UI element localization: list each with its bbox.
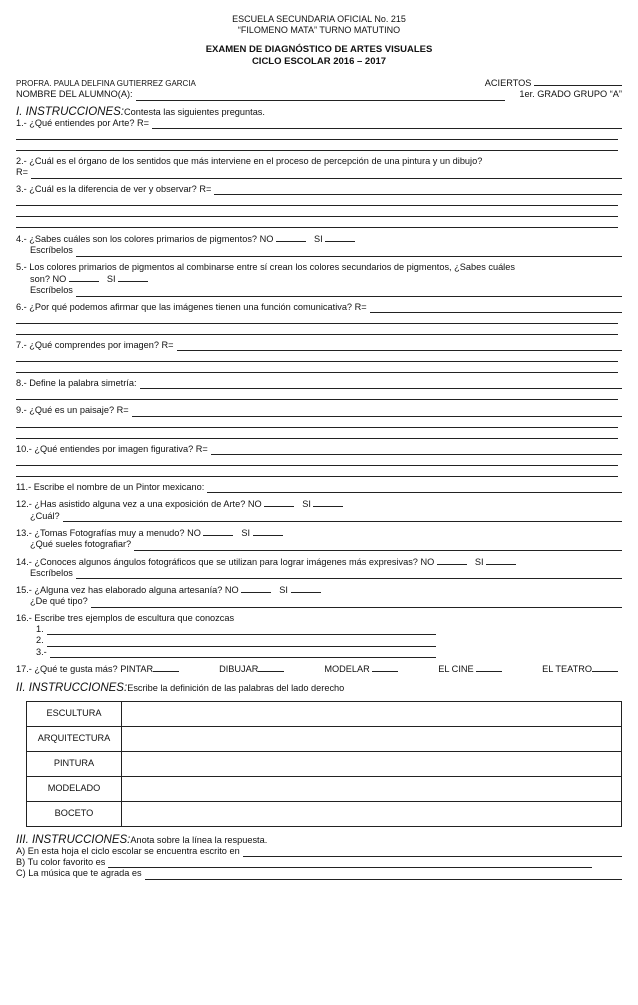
question-5: 5.- Los colores primarios de pigmentos al combinarse entre sí crean los colores secundarios de pigmentos, ¿Sabes cuáles xyxy=(16,261,515,272)
question-17-text: 17.- ¿Qué te gusta más? xyxy=(16,663,118,674)
table-row xyxy=(27,776,622,801)
option-modelar-blank[interactable] xyxy=(372,663,398,672)
question-6-text: 6.- ¿Por qué podemos afirmar que las imágenes tienen una función comunicativa? R= xyxy=(16,301,367,312)
option-pintar: PINTAR xyxy=(120,663,154,674)
grade-group: 1er. GRADO GRUPO “A” xyxy=(519,89,622,100)
section-3-item-c[interactable] xyxy=(16,868,622,879)
answer-line[interactable] xyxy=(16,417,618,428)
question-13-what[interactable] xyxy=(16,539,622,550)
question-10-text: 10.- ¿Qué entiendes por imagen figurativa? R= xyxy=(16,443,208,454)
item-b-text: B) Tu color favorito es xyxy=(16,857,106,868)
section-3-item-b[interactable] xyxy=(16,857,622,868)
question-5-choice[interactable] xyxy=(16,273,622,285)
question-9-text: 9.- ¿Qué es un paisaje? R= xyxy=(16,405,129,416)
option-cine-blank[interactable] xyxy=(476,663,502,672)
answer-line[interactable] xyxy=(16,140,618,151)
section-2-label: II. INSTRUCCIONES: xyxy=(16,682,128,695)
question-5-write[interactable] xyxy=(16,285,622,296)
term-cell: ESCULTURA xyxy=(27,701,122,726)
item-number: 2. xyxy=(36,635,44,646)
answer-line[interactable] xyxy=(16,428,618,439)
question-12-which[interactable] xyxy=(16,511,622,522)
option-pintar-blank[interactable] xyxy=(153,663,179,672)
item-c-text: C) La música que te agrada es xyxy=(16,868,142,879)
answer-line[interactable] xyxy=(16,129,618,140)
definition-cell[interactable] xyxy=(122,776,622,801)
definition-cell[interactable] xyxy=(122,801,622,826)
question-7-text: 7.- ¿Qué comprendes por imagen? R= xyxy=(16,339,174,350)
yes-label: SI xyxy=(241,527,251,538)
which-label: ¿Cuál? xyxy=(30,510,60,521)
section-3-text: Anota sobre la línea la respuesta. xyxy=(130,834,268,845)
school-subtitle: “FILOMENO MATA” TURNO MATUTINO xyxy=(237,25,401,35)
question-4-text: 4.- ¿Sabes cuáles son los colores primarios de pigmentos? NO xyxy=(16,234,274,245)
definition-cell[interactable] xyxy=(122,751,622,776)
question-4-write[interactable] xyxy=(16,245,622,256)
option-teatro-blank[interactable] xyxy=(592,663,618,672)
definition-cell[interactable] xyxy=(122,726,622,751)
answer-line[interactable] xyxy=(16,362,618,373)
question-7[interactable] xyxy=(16,340,622,351)
yes-label: SI xyxy=(106,273,116,284)
yes-label: SI xyxy=(279,585,288,596)
option-cine: EL CINE xyxy=(438,663,474,674)
student-label: NOMBRE DEL ALUMNO(A): xyxy=(16,89,133,100)
score-field[interactable] xyxy=(485,77,622,89)
answer-line[interactable] xyxy=(16,389,618,400)
question-14-write[interactable] xyxy=(16,568,622,579)
question-4[interactable] xyxy=(16,233,622,245)
student-row xyxy=(16,89,622,100)
write-label: Escríbelos xyxy=(30,245,73,256)
answer-line[interactable] xyxy=(16,466,618,477)
term-cell: BOCETO xyxy=(27,801,122,826)
question-13-text: 13.- ¿Tomas Fotografías muy a menudo? NO xyxy=(16,527,201,538)
answer-line[interactable] xyxy=(16,351,618,362)
type-label: ¿De qué tipo? xyxy=(30,596,88,607)
question-2: 2.- ¿Cuál es el órgano de los sentidos que más interviene en el proceso de percepción de una pintura y un dibujo? xyxy=(16,156,483,167)
teacher-name: PROFRA. PAULA DELFINA GUTIERREZ GARCIA xyxy=(16,79,196,88)
school-name: ESCUELA SECUNDARIA OFICIAL No. 215 xyxy=(232,14,406,24)
question-3-text: 3.- ¿Cuál es la diferencia de ver y observar? R= xyxy=(16,183,212,194)
question-15-type[interactable] xyxy=(16,596,622,607)
question-17 xyxy=(16,663,622,675)
section-3-label: III. INSTRUCCIONES: xyxy=(16,833,131,846)
sculpture-example-2[interactable] xyxy=(16,635,436,646)
definition-cell[interactable] xyxy=(122,701,622,726)
write-label: Escríbelos xyxy=(30,567,73,578)
what-label: ¿Qué sueles fotografiar? xyxy=(30,539,132,550)
definitions-table xyxy=(26,701,622,827)
answer-prefix: R= xyxy=(16,167,29,178)
answer-line[interactable] xyxy=(16,217,618,228)
student-name-field[interactable] xyxy=(16,89,519,100)
answer-line[interactable] xyxy=(16,324,618,335)
question-15[interactable] xyxy=(16,584,622,596)
question-11-text: 11.- Escribe el nombre de un Pintor mexicano: xyxy=(16,482,205,493)
question-14-text: 14.- ¿Conoces algunos ángulos fotográficos que se utilizan para lograr imágenes más expresivas? NO xyxy=(16,556,435,567)
yes-label: SI xyxy=(474,556,484,567)
term-cell: ARQUITECTURA xyxy=(27,726,122,751)
teacher-row xyxy=(16,77,622,89)
sculpture-example-1[interactable] xyxy=(16,624,436,635)
item-number: 3.- xyxy=(36,646,47,657)
question-14[interactable] xyxy=(16,556,622,568)
write-label: Escríbelos xyxy=(30,285,73,296)
term-cell: PINTURA xyxy=(27,751,122,776)
answer-line[interactable] xyxy=(16,195,618,206)
section-1-instructions xyxy=(16,107,622,118)
section-1-text: Contesta las siguientes preguntas. xyxy=(123,106,265,117)
section-3-item-a[interactable] xyxy=(16,846,622,857)
question-8[interactable] xyxy=(16,378,622,389)
table-row xyxy=(27,701,622,726)
exam-title: EXAMEN DE DIAGNÓSTICO DE ARTES VISUALES xyxy=(205,44,433,55)
question-1[interactable] xyxy=(16,118,622,129)
item-number: 1. xyxy=(36,624,44,635)
option-dibujar-blank[interactable] xyxy=(258,663,284,672)
question-11[interactable] xyxy=(16,482,622,493)
question-15-text: 15.- ¿Alguna vez has elaborado alguna artesanía? NO xyxy=(16,585,239,596)
answer-line[interactable] xyxy=(16,455,618,466)
no-label: son? NO xyxy=(30,273,67,284)
yes-label: SI xyxy=(313,234,323,245)
sculpture-example-3[interactable] xyxy=(16,647,436,658)
question-2-answer[interactable] xyxy=(16,167,622,178)
question-16: 16.- Escribe tres ejemplos de escultura que conozcas xyxy=(16,612,235,623)
table-row xyxy=(27,726,622,751)
answer-line[interactable] xyxy=(16,313,618,324)
question-9[interactable] xyxy=(16,405,622,416)
section-3-instructions xyxy=(16,835,622,846)
question-10[interactable] xyxy=(16,444,622,455)
section-2-instructions xyxy=(16,683,622,694)
answer-line[interactable] xyxy=(16,206,618,217)
section-1-label: I. INSTRUCCIONES: xyxy=(16,105,124,118)
exam-page xyxy=(16,0,622,880)
term-cell: MODELADO xyxy=(27,776,122,801)
question-6[interactable] xyxy=(16,302,622,313)
question-8-text: 8.- Define la palabra simetría: xyxy=(16,378,137,389)
score-label: ACIERTOS xyxy=(484,78,532,88)
option-dibujar: DIBUJAR xyxy=(219,663,259,674)
yes-label: SI xyxy=(302,499,311,510)
question-3[interactable] xyxy=(16,184,622,195)
section-2-text: Escribe la definición de las palabras del lado derecho xyxy=(127,683,345,694)
item-a-text: A) En esta hoja el ciclo escolar se encuentra escrito en xyxy=(16,845,240,856)
option-modelar: MODELAR xyxy=(324,663,370,674)
question-12[interactable] xyxy=(16,498,622,510)
table-row xyxy=(27,801,622,826)
question-13[interactable] xyxy=(16,527,622,539)
question-1-text: 1.- ¿Qué entiendes por Arte? R= xyxy=(16,117,150,128)
question-12-text: 12.- ¿Has asistido alguna vez a una exposición de Arte? NO xyxy=(16,499,262,510)
exam-cycle: CICLO ESCOLAR 2016 – 2017 xyxy=(251,55,387,67)
table-row xyxy=(27,751,622,776)
option-teatro: EL TEATRO xyxy=(542,663,592,674)
